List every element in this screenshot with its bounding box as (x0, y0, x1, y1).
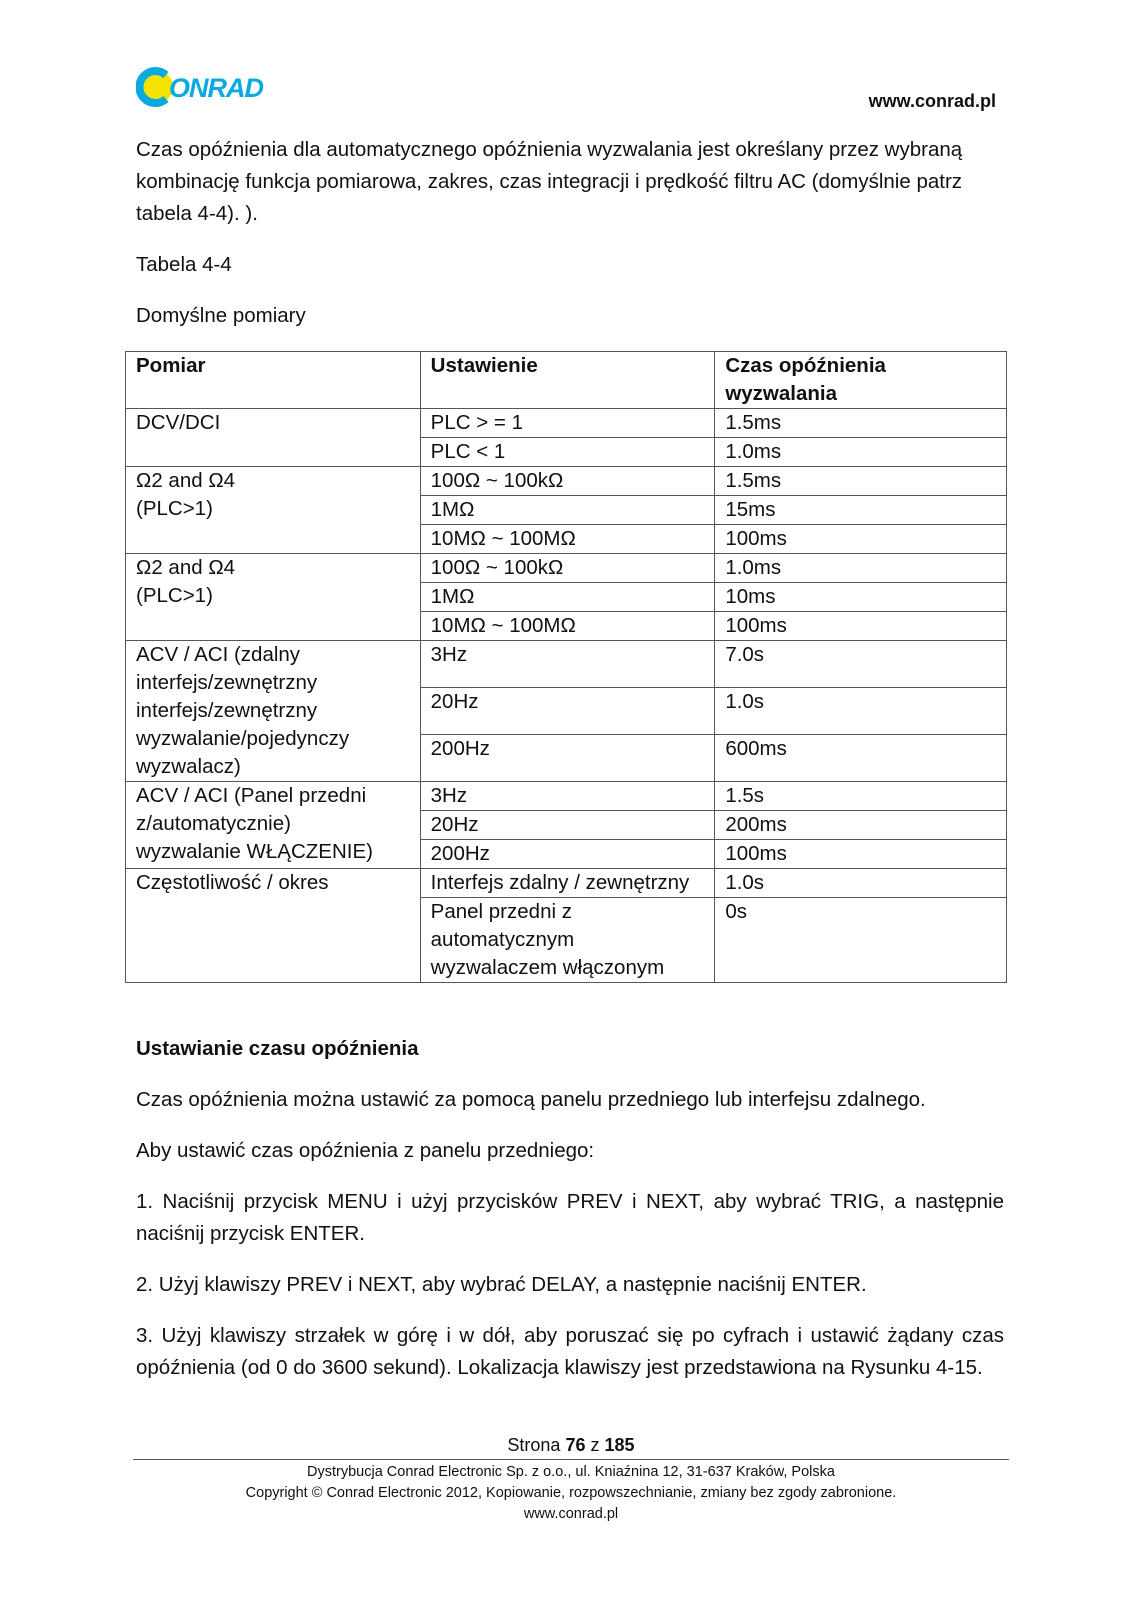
cell-delay: 1.5ms (715, 409, 1007, 438)
section-title: Ustawianie czasu opóźnienia (136, 1037, 419, 1060)
cell-delay: 100ms (715, 840, 1007, 869)
header-delay: Czas opóźnienia wyzwalania (715, 352, 1007, 409)
cell-measure: ACV / ACI (Panel przedni z/automatycznie) wyzwalanie WŁĄCZENIE) (126, 782, 421, 869)
table-row (126, 554, 1007, 583)
intro-paragraph: Czas opóźnienia dla automatycznego opóźnienia wyzwalania jest określany przez wybraną kombinację funkcja pomiarowa, zakres, czas integracji i prędkość filtru AC (domyślnie patrz tabela 4-4). ). (136, 138, 963, 225)
page-current: 76 (565, 1435, 586, 1455)
footer-divider (133, 1459, 1009, 1460)
table-row (126, 467, 1007, 496)
page-separator: z (590, 1435, 600, 1455)
cell-delay: 1.5ms (715, 467, 1007, 496)
cell-setting: 20Hz (420, 811, 715, 840)
cell-setting: PLC > = 1 (420, 409, 715, 438)
cell-delay: 200ms (715, 811, 1007, 840)
cell-setting: 3Hz (420, 641, 715, 688)
table-header-row (126, 352, 1007, 409)
paragraph-1: Czas opóźnienia można ustawić za pomocą panelu przedniego lub interfejsu zdalnego. (136, 1088, 926, 1111)
table-label: Tabela 4-4 (136, 253, 232, 276)
cell-setting: 3Hz (420, 782, 715, 811)
cell-setting: Interfejs zdalny / zewnętrzny (420, 869, 715, 898)
cell-delay: 100ms (715, 525, 1007, 554)
cell-setting: 10MΩ ~ 100MΩ (420, 525, 715, 554)
cell-setting: 200Hz (420, 840, 715, 869)
cell-delay: 0s (715, 898, 1007, 983)
table-row (126, 782, 1007, 811)
page-number (133, 1433, 1009, 1457)
cell-delay: 10ms (715, 583, 1007, 612)
table-row (126, 869, 1007, 898)
conrad-logo (136, 66, 286, 108)
cell-delay: 1.0ms (715, 438, 1007, 467)
page-total: 185 (604, 1435, 635, 1455)
step-2: 2. Użyj klawiszy PREV i NEXT, aby wybrać DELAY, a następnie naciśnij ENTER. (136, 1273, 867, 1296)
step-1: 1. Naciśnij przycisk MENU i użyj przycisków PREV i NEXT, aby wybrać TRIG, a następnie naciśnij przycisk ENTER. (136, 1190, 1004, 1245)
cell-setting: 20Hz (420, 688, 715, 735)
footer-copyright: Copyright © Conrad Electronic 2012, Kopiowanie, rozpowszechnianie, zmiany bez zgody zabronione. (245, 1485, 897, 1501)
cell-setting: 10MΩ ~ 100MΩ (420, 612, 715, 641)
header-measure: Pomiar (126, 352, 421, 409)
page-prefix: Strona (507, 1435, 561, 1455)
cell-delay: 100ms (715, 612, 1007, 641)
paragraph-2: Aby ustawić czas opóźnienia z panelu przedniego: (136, 1139, 595, 1162)
table-body (126, 409, 1007, 983)
cell-measure: Ω2 and Ω4 (PLC>1) (126, 467, 421, 554)
cell-measure: Częstotliwość / okres (126, 869, 421, 983)
table-row (126, 409, 1007, 438)
cell-setting: 1MΩ (420, 583, 715, 612)
page-content (136, 134, 1004, 1403)
page-footer (133, 1433, 1009, 1525)
footer-website: www.conrad.pl (523, 1506, 619, 1522)
cell-delay: 600ms (715, 735, 1007, 782)
cell-measure: ACV / ACI (zdalny interfejs/zewnętrzny interfejs/zewnętrzny wyzwalanie/pojedynczy wyzwalacz) (126, 641, 421, 782)
cell-setting: 200Hz (420, 735, 715, 782)
cell-delay: 15ms (715, 496, 1007, 525)
cell-delay: 1.5s (715, 782, 1007, 811)
cell-measure: Ω2 and Ω4 (PLC>1) (126, 554, 421, 641)
cell-setting: Panel przedni z automatycznym wyzwalaczem włączonym (420, 898, 715, 983)
cell-setting: 100Ω ~ 100kΩ (420, 554, 715, 583)
cell-measure: DCV/DCI (126, 409, 421, 467)
trigger-delay-table (125, 351, 1007, 983)
cell-delay: 1.0ms (715, 554, 1007, 583)
step-3: 3. Użyj klawiszy strzałek w górę i w dół, aby poruszać się po cyfrach i ustawić żądany czas opóźnienia (od 0 do 3600 sekund). Lokalizacja klawiszy jest przedstawiona na Rysunku 4-15. (136, 1324, 1004, 1379)
header-setting: Ustawienie (420, 352, 715, 409)
footer-distribution: Dystrybucja Conrad Electronic Sp. z o.o., ul. Kniaźnina 12, 31-637 Kraków, Polska (307, 1464, 835, 1480)
cell-delay: 7.0s (715, 641, 1007, 688)
header-website: www.conrad.pl (868, 91, 996, 111)
cell-delay: 1.0s (715, 869, 1007, 898)
svg-text:ONRAD: ONRAD (169, 73, 263, 103)
cell-setting: 1MΩ (420, 496, 715, 525)
cell-setting: 100Ω ~ 100kΩ (420, 467, 715, 496)
table-row (126, 641, 1007, 688)
cell-setting: PLC < 1 (420, 438, 715, 467)
table-caption: Domyślne pomiary (136, 304, 306, 327)
cell-delay: 1.0s (715, 688, 1007, 735)
